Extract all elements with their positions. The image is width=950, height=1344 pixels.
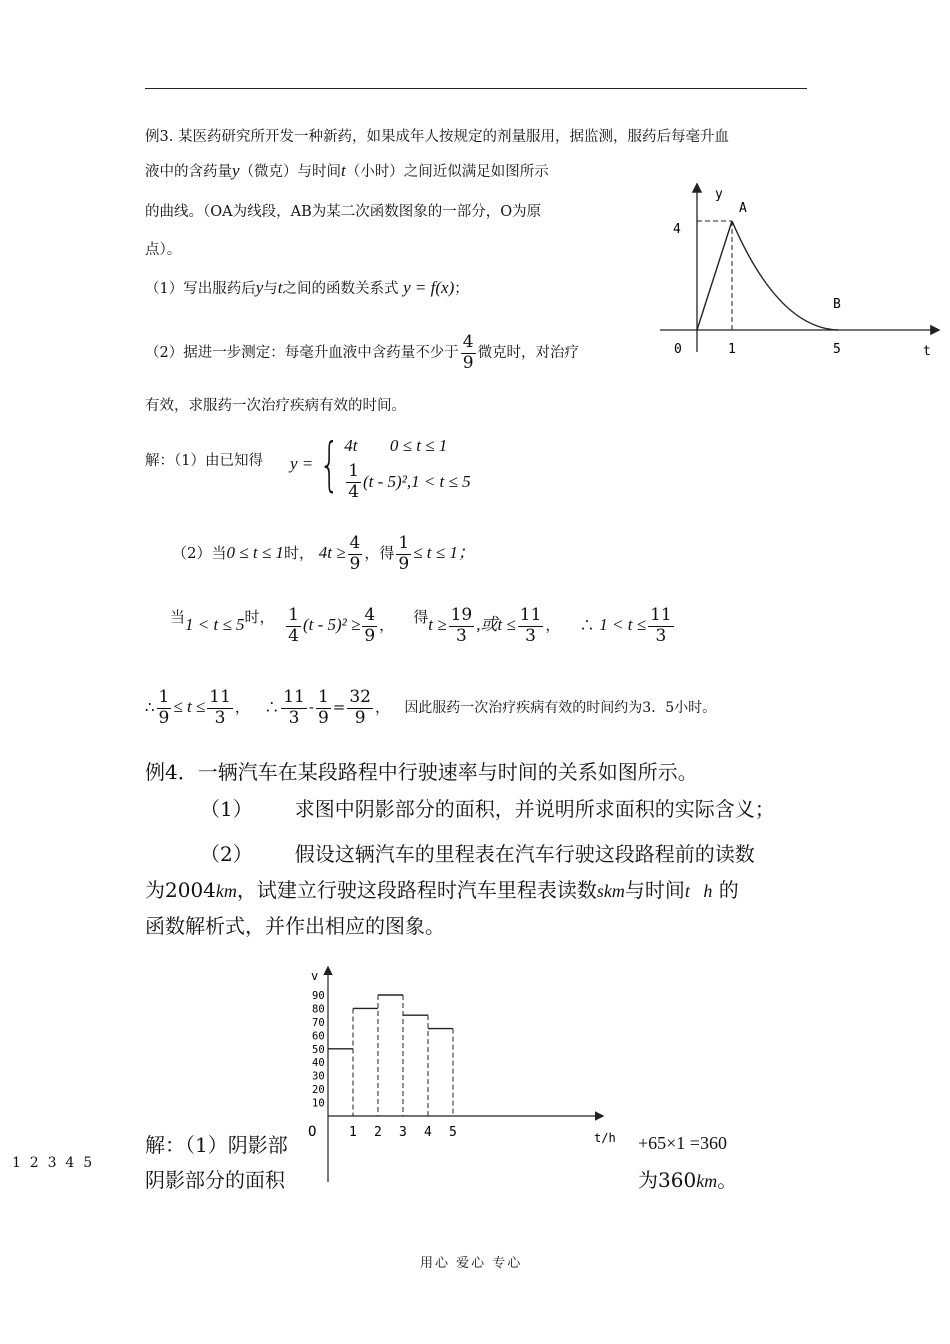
label-y: y bbox=[715, 187, 723, 202]
segment-oa bbox=[697, 221, 732, 330]
header-rule bbox=[145, 88, 807, 89]
chart-origin: O bbox=[308, 1124, 317, 1140]
ex3-question1: （1）写出服药后y与t之间的函数关系式 y = f(x)； bbox=[145, 278, 469, 297]
ytick-40: 40 bbox=[312, 1057, 325, 1070]
ytick-90: 90 bbox=[312, 990, 325, 1002]
xtick-5: 5 bbox=[449, 1125, 457, 1140]
ex3-line1: 例3. 某医药研究所开发一种新药，如果成年人按规定的剂量服用，据监测，服药后每毫升血 bbox=[145, 129, 729, 145]
curve-ab bbox=[732, 221, 838, 330]
ex4-q2-line2: 为2004km，试建立行驶这段路程时汽车里程表读数skm与时间t h 的 bbox=[145, 878, 739, 902]
xtick-3: 3 bbox=[399, 1125, 407, 1140]
ex4-sol-line2-end: 为360km。 bbox=[638, 1168, 738, 1192]
ex3-question2: （2）据进一步测定：每毫升血液中含药量不少于 $\frac{4}{9}$ 微克时，对治疗 bbox=[145, 332, 580, 373]
xtick-1: 1 bbox=[349, 1125, 357, 1140]
tick-0: 0 bbox=[674, 342, 682, 357]
concentration-graph bbox=[655, 180, 945, 360]
sol-conclusion: ∴ $\frac{1}{9}$ ≤ t ≤ $\frac{11}{3}$ ， ∴ $\frac{11}{3}$ - $\frac{1}{9}$ = $\frac{32}{9}$ ， 因此服药一次治疗疾病有效的时间约为3．5小时。 bbox=[145, 687, 717, 728]
ytick-80: 80 bbox=[312, 1003, 325, 1016]
ytick-60: 60 bbox=[312, 1030, 325, 1043]
sol3-line: 当1 < t ≤ 5时， $\frac{1}{4}$ (t - 5)² ≥ $\frac{4}{9}$ ， 得t ≥ $\frac{19}{3}$ ,或t ≤ $\frac{11}{3}$ ， ∴ 1 < t ≤ $\frac{11}{3}$ bbox=[170, 605, 672, 646]
ex4-sol-line2: 阴影部分的面积 bbox=[145, 1168, 285, 1192]
ex4-sol-formula: +65×1 =360 bbox=[638, 1133, 727, 1153]
ytick-30: 30 bbox=[312, 1070, 325, 1083]
ex4-sol-line1: 解：（1）阴影部 bbox=[145, 1133, 288, 1157]
ex3-line2: 液中的含药量y（微克）与时间t（小时）之间近似满足如图所示 bbox=[145, 161, 549, 180]
xtick-2: 2 bbox=[374, 1125, 382, 1140]
sol2-line: （2）当0 ≤ t ≤ 1时， 4t ≥ $\frac{4}{9}$ ，得 $\frac{1}{9}$ ≤ t ≤ 1； bbox=[172, 533, 475, 574]
xtick-4: 4 bbox=[424, 1125, 432, 1140]
sol1-piecewise: y = { 4t 0 ≤ t ≤ 1 $\frac{1}{4}$ (t - 5)²,1 < t ≤ 5 bbox=[290, 430, 471, 502]
stray-tick-labels: 1 2 3 4 5 bbox=[12, 1155, 93, 1171]
tick-5: 5 bbox=[833, 342, 841, 357]
ex4-q2-line3: 函数解析式，并作出相应的图象。 bbox=[145, 914, 445, 938]
ytick-20: 20 bbox=[312, 1084, 325, 1097]
label-b: B bbox=[833, 297, 841, 312]
chart-xlabel: t/h bbox=[594, 1131, 616, 1145]
ex3-question2-line2: 有效，求服药一次治疗疾病有效的时间。 bbox=[145, 398, 406, 414]
ex4-title: 例4．一辆汽车在某段路程中行驶速率与时间的关系如图所示。 bbox=[145, 760, 698, 784]
ytick-70: 70 bbox=[312, 1016, 325, 1029]
chart-ylabel: v bbox=[311, 969, 319, 983]
page-footer: 用心 爱心 专心 bbox=[420, 1256, 523, 1271]
speed-time-chart bbox=[304, 960, 638, 1196]
ex3-line3: 的曲线。（OA为线段，AB为某二次函数图象的一部分，O为原 bbox=[145, 204, 542, 220]
tick-1: 1 bbox=[728, 342, 736, 357]
tick-4: 4 bbox=[673, 222, 681, 237]
ex4-q2: （2） 假设这辆汽车的里程表在汽车行驶这段路程前的读数 bbox=[200, 842, 755, 866]
ytick-50: 50 bbox=[312, 1043, 325, 1056]
ex3-line4: 点）。 bbox=[145, 242, 182, 258]
label-a: A bbox=[739, 201, 747, 216]
sol1-label: 解：（1）由已知得 bbox=[145, 453, 263, 469]
label-t: t bbox=[923, 344, 931, 359]
ytick-10: 10 bbox=[312, 1097, 325, 1110]
ex4-q1: （1） 求图中阴影部分的面积，并说明所求面积的实际含义； bbox=[200, 797, 775, 821]
